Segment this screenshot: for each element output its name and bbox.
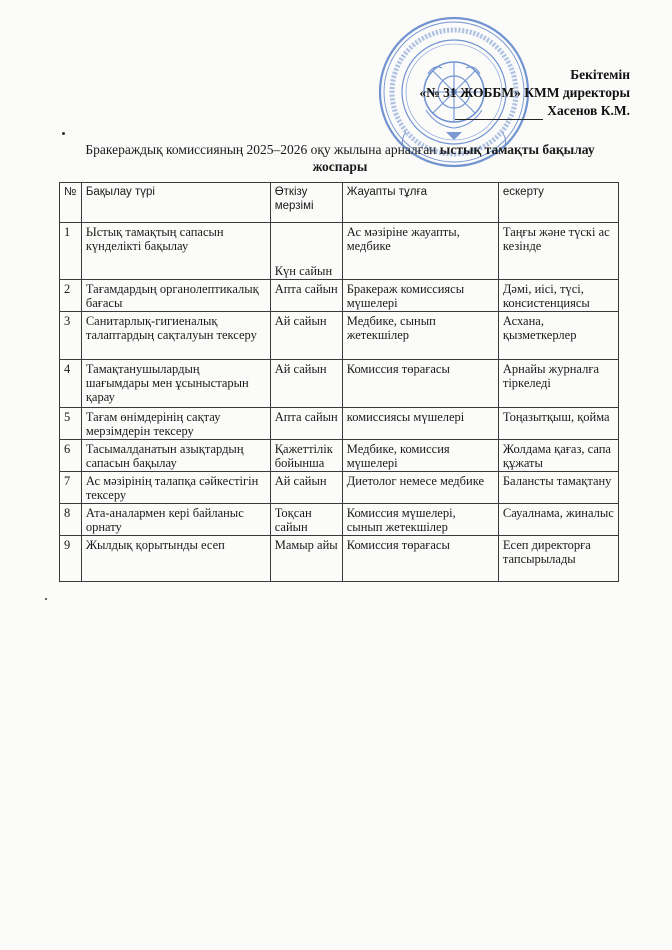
table-row xyxy=(60,312,619,360)
cell-number: 9 xyxy=(60,536,82,582)
cell-control-type: Ата-аналармен кері байланыс орнату xyxy=(81,504,270,536)
approval-block xyxy=(419,66,630,120)
cell-number: 8 xyxy=(60,504,82,536)
table-row xyxy=(60,536,619,582)
cell-number: 6 xyxy=(60,440,82,472)
cell-number: 3 xyxy=(60,312,82,360)
table-row xyxy=(60,472,619,504)
header-control-type: Бақылау түрі xyxy=(81,183,270,223)
director-name: Хасенов К.М. xyxy=(547,103,630,118)
cell-note: Тоңазытқыш, қойма xyxy=(498,408,618,440)
approval-position: «№ 31 ЖОББМ» КММ директоры xyxy=(419,85,630,100)
cell-control-type: Санитарлық-гигиеналық талаптардың сақталуын тексеру xyxy=(81,312,270,360)
cell-frequency: Апта сайын xyxy=(270,408,342,440)
cell-number: 1 xyxy=(60,223,82,280)
cell-control-type: Тамақтанушылардың шағымдары мен ұсыныстарын қарау xyxy=(81,360,270,408)
cell-note: Таңғы және түскі ас кезінде xyxy=(498,223,618,280)
cell-number: 5 xyxy=(60,408,82,440)
cell-frequency: Қажеттілік бойынша xyxy=(270,440,342,472)
cell-number: 4 xyxy=(60,360,82,408)
cell-frequency: Ай сайын xyxy=(270,472,342,504)
cell-responsible: Ас мәзіріне жауапты, медбике xyxy=(342,223,498,280)
cell-note: Дәмі, иісі, түсі, консистенциясы xyxy=(498,280,618,312)
header-number: № xyxy=(60,183,82,223)
cell-control-type: Тағам өнімдерінің сақтау мерзімдерін тексеру xyxy=(81,408,270,440)
header-frequency: Өткізу мерзімі xyxy=(270,183,342,223)
table-header-row xyxy=(60,183,619,223)
table-row xyxy=(60,440,619,472)
cell-responsible: Медбике, сынып жетекшілер xyxy=(342,312,498,360)
cell-responsible: Комиссия мүшелері, сынып жетекшілер xyxy=(342,504,498,536)
header-responsible: Жауапты тұлға xyxy=(342,183,498,223)
signature-line xyxy=(455,107,543,120)
cell-frequency: Апта сайын xyxy=(270,280,342,312)
table-row xyxy=(60,504,619,536)
cell-control-type: Тағамдардың органолептикалық бағасы xyxy=(81,280,270,312)
cell-control-type: Тасымалданатын азықтардың сапасын бақылау xyxy=(81,440,270,472)
cell-responsible: Медбике, комиссия мүшелері xyxy=(342,440,498,472)
header-note: ескерту xyxy=(498,183,618,223)
cell-note: Сауалнама, жиналыс xyxy=(498,504,618,536)
cell-responsible: Диетолог немесе медбике xyxy=(342,472,498,504)
table-row xyxy=(60,408,619,440)
document-title xyxy=(60,141,620,175)
title-text-bold: ыстық тамақты бақылау жоспары xyxy=(312,142,595,174)
cell-note: Арнайы журналға тіркеледі xyxy=(498,360,618,408)
cell-frequency: Ай сайын xyxy=(270,360,342,408)
cell-responsible: Бракераж комиссиясы мүшелері xyxy=(342,280,498,312)
table-row xyxy=(60,280,619,312)
cell-responsible: комиссиясы мүшелері xyxy=(342,408,498,440)
cell-control-type: Жылдық қорытынды есеп xyxy=(81,536,270,582)
cell-responsible: Комиссия төрағасы xyxy=(342,360,498,408)
cell-control-type: Ыстық тамақтың сапасын күнделікті бақылау xyxy=(81,223,270,280)
cell-number: 7 xyxy=(60,472,82,504)
cell-note: Есеп директорға тапсырылады xyxy=(498,536,618,582)
cell-frequency: Ай сайын xyxy=(270,312,342,360)
table-row xyxy=(60,223,619,280)
ink-dot xyxy=(45,598,47,600)
cell-frequency: Тоқсан сайын xyxy=(270,504,342,536)
ink-dot xyxy=(62,132,65,135)
approval-title: Бекітемін xyxy=(570,67,630,82)
cell-note: Асхана, қызметкерлер xyxy=(498,312,618,360)
title-text-regular: Бракераждық комиссияның 2025–2026 оқу жылына арналған xyxy=(85,142,440,157)
cell-frequency: Мамыр айы xyxy=(270,536,342,582)
approval-signature xyxy=(419,102,630,120)
cell-frequency: Күн сайын xyxy=(270,223,342,280)
control-plan-table xyxy=(59,182,619,582)
cell-responsible: Комиссия төрағасы xyxy=(342,536,498,582)
table-row xyxy=(60,360,619,408)
cell-note: Балансты тамақтану xyxy=(498,472,618,504)
cell-control-type: Ас мәзірінің талапқа сәйкестігін тексеру xyxy=(81,472,270,504)
cell-note: Жолдама қағаз, сапа құжаты xyxy=(498,440,618,472)
cell-number: 2 xyxy=(60,280,82,312)
